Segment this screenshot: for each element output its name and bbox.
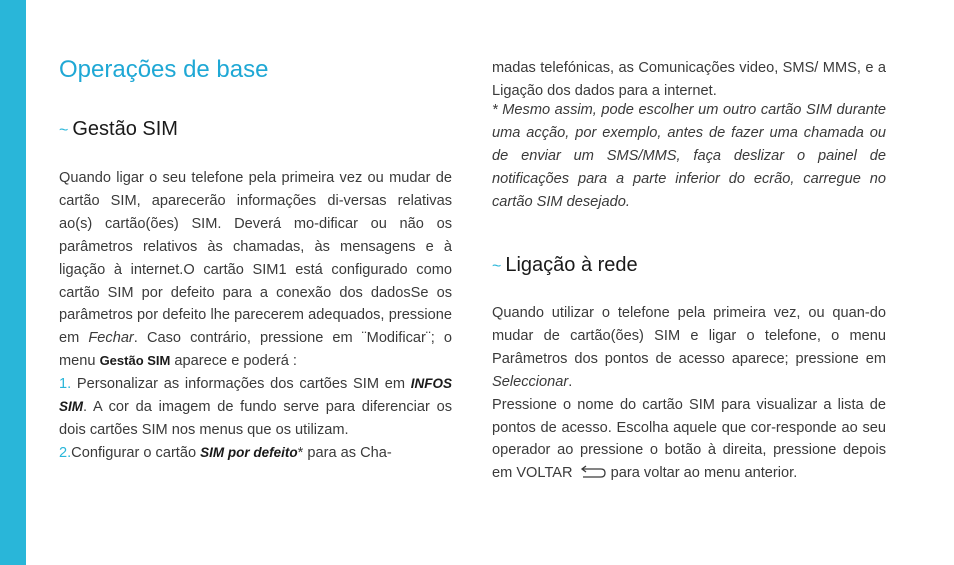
list-number-2: 2. xyxy=(59,444,72,461)
continued-paragraph: madas telefónicas, as Comunicações video, SMS/ MMS, e a Ligação dos dados para a internet. xyxy=(492,60,886,99)
text-run: para voltar ao menu anterior. xyxy=(606,465,798,482)
side-accent-bar xyxy=(0,0,26,565)
list-number-1: 1. xyxy=(59,376,72,393)
back-arrow-icon xyxy=(577,465,607,479)
fechar-option: Fechar xyxy=(88,330,134,347)
intro-paragraph xyxy=(59,167,452,465)
infos-sim-label: INFOS SIM xyxy=(59,376,452,415)
section-heading-text: Ligação à rede xyxy=(505,254,638,276)
seleccionar-option: Seleccionar xyxy=(492,373,569,390)
gestao-sim-menu-name: Gestão SIM xyxy=(99,353,171,369)
sim-default-label: SIM por defeito xyxy=(200,444,298,460)
text-run: * para as Cha- xyxy=(297,444,392,461)
text-run: Pressione o nome do cartão SIM para visualizar a lista de pontos de acesso. Escolha aquele que cor-responde ao seu operador ao pressione o botão à direita, pressione depois em VOLTAR xyxy=(492,396,886,482)
text-run: . xyxy=(568,373,573,390)
text-run: Personalizar as informações dos cartões SIM em xyxy=(71,376,411,393)
text-run: aparece e poderá : xyxy=(170,353,297,370)
text-run: Quando utilizar o telefone pela primeira vez, ou quan-do mudar de cartão(ões) SIM e ligar o telefone, o menu Parâmetros dos pontos de acesso aparece; pressione em xyxy=(492,305,886,367)
section-heading-ligacao-rede xyxy=(492,254,638,277)
text-run: Quando ligar o seu telefone pela primeira vez ou mudar de cartão SIM, aparecerão informações di-versas relativas ao(s) cartão(ões) SIM. Deverá mo-dificar ou não os parâmetros relativos às chamadas, às mensagens e à ligação à internet.O cartão SIM1 está configurado como cartão SIM por defeito para a conexão dos dadosSe os parâmetros por defeito lhe parecerem adequados, pressione em xyxy=(59,170,452,347)
tilde-marker: ~ xyxy=(492,258,502,275)
tilde-marker: ~ xyxy=(59,122,69,139)
section-heading-gestao-sim xyxy=(59,118,178,141)
footnote-paragraph: * Mesmo assim, pode escolher um outro cartão SIM durante uma acção, por exemplo, antes de fazer uma chamada ou de enviar um SMS/MMS, faça deslizar o painel de notificações para a parte inferior do ecrão, carregue no cartão SIM desejado. xyxy=(492,102,886,210)
text-run: Configurar o cartão xyxy=(71,444,201,461)
text-run: . Caso contrário, pressione em ¨Modificar¨; o menu xyxy=(59,330,452,370)
text-run: . A cor da imagem de fundo serve para diferenciar os dois cartões SIM nos menus que os utilizam. xyxy=(59,399,452,438)
network-paragraph xyxy=(492,302,886,485)
section-heading-text: Gestão SIM xyxy=(72,118,178,140)
page-title: Operações de base xyxy=(59,56,269,83)
